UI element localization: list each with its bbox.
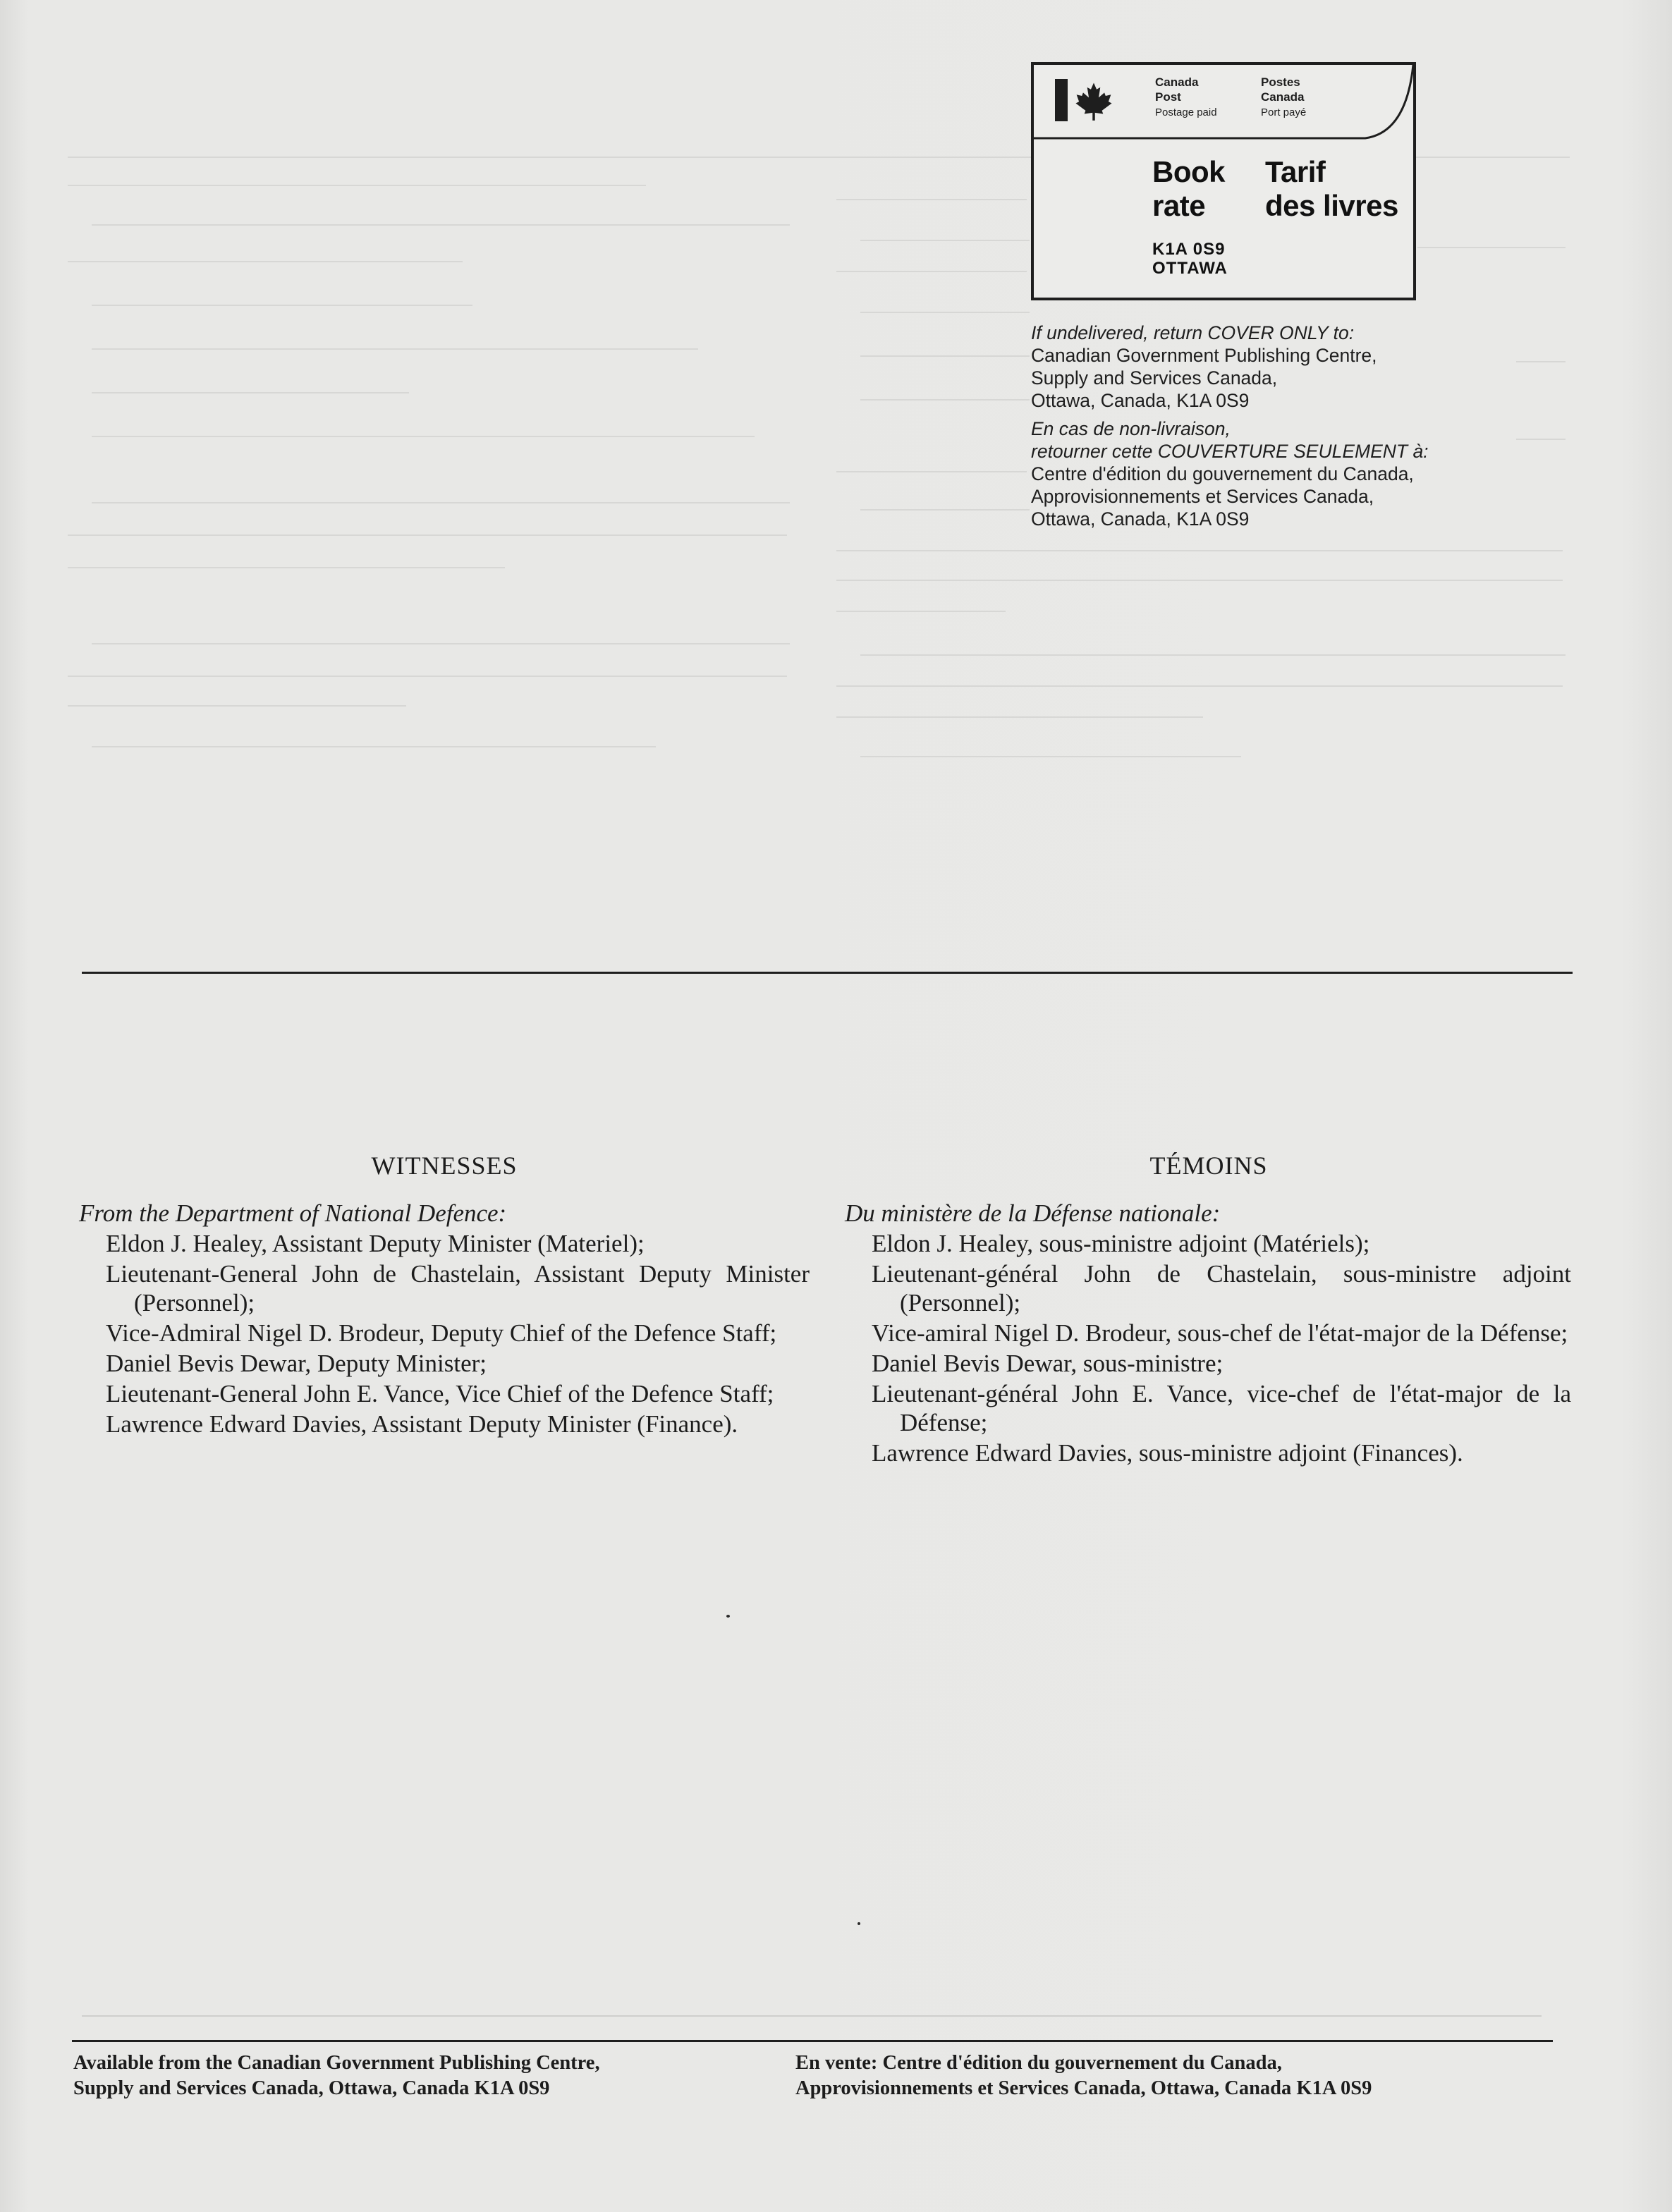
footer-fr-line-2: Approvisionnements et Services Canada, Ottawa, Canada K1A 0S9 [795,2077,1372,2099]
post-label-french [1261,75,1306,120]
witnesses-heading: WITNESSES [371,1151,518,1180]
post-en-line-1: Canada [1155,75,1199,89]
rate-en-line-1: Book [1152,155,1225,188]
faint-divider [82,2015,1542,2017]
witness-item: Vice-Admiral Nigel D. Brodeur, Deputy Chief of the Defence Staff; [106,1319,777,1347]
return-intro-english: If undelivered, return COVER ONLY to: [1031,322,1355,343]
footer-divider [72,2040,1553,2042]
postage-indicia [1031,62,1416,300]
temoin-item: Lieutenant-général John E. Vance, vice-chef de l'état-major de la Défense; [872,1380,1571,1436]
rate-fr-line-2: des livres [1265,189,1398,222]
temoin-item: Lieutenant-général John de Chastelain, sous-ministre adjoint (Personnel); [872,1260,1571,1316]
return-fr-line-1: Centre d'édition du gouvernement du Canada, [1031,463,1414,484]
temoin-item: Daniel Bevis Dewar, sous-ministre; [872,1350,1224,1377]
return-en-line-2: Supply and Services Canada, [1031,367,1278,389]
canada-post-logo [1055,79,1113,121]
witnesses-french [845,1199,1571,1469]
return-intro-french-1: En cas de non-livraison, [1031,418,1231,439]
temoins-heading: TÉMOINS [1149,1151,1268,1180]
post-fr-line-1: Postes [1261,75,1300,89]
postal-city: OTTAWA [1152,259,1228,278]
post-en-line-2: Post [1155,90,1181,104]
footer-english [73,2051,600,2101]
indicia-header [1034,65,1413,141]
return-en-line-3: Ottawa, Canada, K1A 0S9 [1031,390,1250,411]
section-divider [82,972,1573,974]
postal-code: K1A 0S9 [1152,240,1226,259]
temoin-item: Lawrence Edward Davies, sous-ministre adjoint (Finances). [872,1439,1463,1467]
witness-item: Daniel Bevis Dewar, Deputy Minister; [106,1350,487,1377]
postal-code-block [1152,240,1228,278]
witness-item: Lawrence Edward Davies, Assistant Deputy Minister (Finance). [106,1410,738,1438]
witness-list-english [79,1229,810,1438]
witness-item: Lieutenant-General John de Chastelain, Assistant Deputy Minister (Personnel); [106,1260,810,1316]
return-fr-line-3: Ottawa, Canada, K1A 0S9 [1031,508,1250,530]
paper-speck [726,1615,730,1618]
department-french: Du ministère de la Défense nationale: [845,1199,1221,1227]
return-address [1031,322,1525,530]
witness-item: Lieutenant-General John E. Vance, Vice Chief of the Defence Staff; [106,1380,774,1407]
witnesses-english [79,1199,810,1440]
rate-english [1152,155,1225,223]
post-en-line-3: Postage paid [1155,106,1217,118]
footer-french [795,2051,1372,2101]
return-en-line-1: Canadian Government Publishing Centre, [1031,345,1377,366]
maple-leaf-icon [1073,80,1114,121]
rate-fr-line-1: Tarif [1265,155,1326,188]
footer-en-line-2: Supply and Services Canada, Ottawa, Canada K1A 0S9 [73,2077,550,2099]
post-label-english [1155,75,1217,120]
post-fr-line-3: Port payé [1261,106,1307,118]
department-english: From the Department of National Defence: [79,1199,507,1227]
temoin-item: Eldon J. Healey, sous-ministre adjoint (Matériels); [872,1230,1370,1257]
paper-speck [858,1922,860,1925]
witness-item: Eldon J. Healey, Assistant Deputy Minister (Materiel); [106,1230,645,1257]
return-intro-french-2: retourner cette COUVERTURE SEULEMENT à: [1031,441,1429,462]
footer-fr-line-1: En vente: Centre d'édition du gouvernement du Canada, [795,2052,1282,2074]
witness-list-french [845,1229,1571,1467]
footer-en-line-1: Available from the Canadian Government Publishing Centre, [73,2052,600,2074]
rate-french [1265,155,1398,223]
rate-en-line-2: rate [1152,189,1206,222]
post-fr-line-2: Canada [1261,90,1305,104]
return-fr-line-2: Approvisionnements et Services Canada, [1031,486,1374,507]
temoin-item: Vice-amiral Nigel D. Brodeur, sous-chef de l'état-major de la Défense; [872,1319,1568,1347]
